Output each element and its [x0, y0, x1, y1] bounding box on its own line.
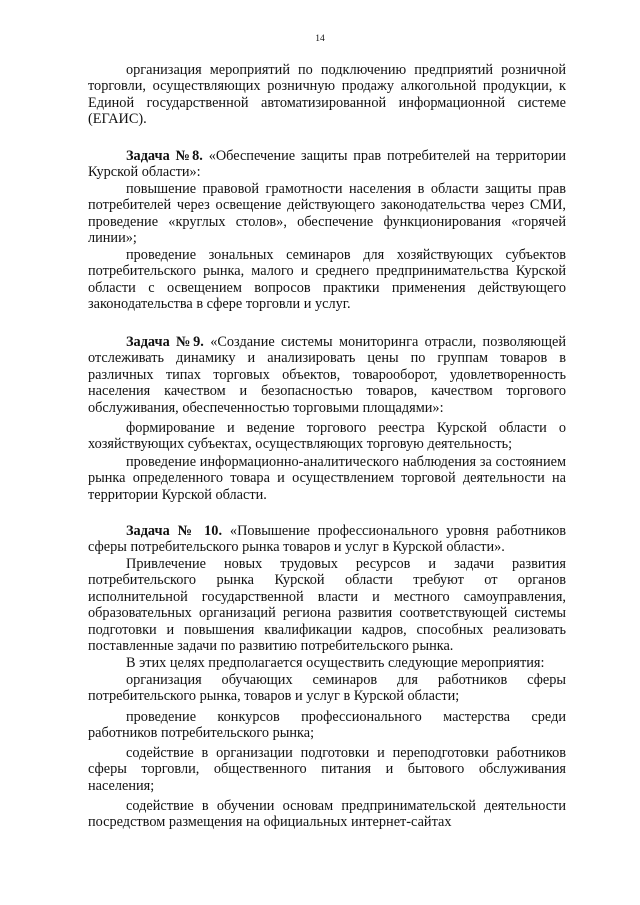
paragraph-retraining: содействие в организации подготовки и переподготовки работников сферы торговли, общественного питания и бытового обслуживания населения;	[88, 745, 566, 794]
paragraph-training-seminars: организация обучающих семинаров для работников сферы потребительского рынка, товаров и услуг в Курской области;	[88, 672, 566, 705]
paragraph-measures-intro: В этих целях предполагается осуществить следующие мероприятия:	[126, 655, 545, 671]
paragraph-skills-contests: проведение конкурсов профессионального мастерства среди работников потребительского рынка;	[88, 709, 566, 742]
paragraph-trade-register: формирование и ведение торгового реестра Курской области о хозяйствующих субъектах, осуществляющих торговую деятельность;	[88, 420, 566, 453]
page-number: 14	[315, 34, 325, 44]
paragraph-legal-literacy: повышение правовой грамотности населения в области защиты прав потребителей через освещение действующего законодательства через СМИ, проведение «круглых столов», обеспечение функционирования «горячей линии»;	[88, 181, 566, 247]
task-9-heading	[88, 334, 566, 416]
task-10-heading	[88, 523, 566, 556]
paragraph-entrepreneurship: содействие в обучении основам предпринимательской деятельности посредством размещения на официальных интернет-сайтах	[88, 798, 566, 831]
task-9-title: «Создание системы мониторинга отрасли, позволяющей отслеживать динамику и анализировать цены по группам товаров в различных типах торговых объектов, товарооборот, удовлетворенность населения качеством и безопасностью товаров, качеством торгового обслуживания, обеспеченностью торговыми площадями»:	[88, 334, 566, 416]
task-8-title: «Обеспечение защиты прав потребителей на территории Курской области»:	[88, 148, 567, 181]
paragraph-labor-resources: Привлечение новых трудовых ресурсов и задачи развития потребительского рынка Курской области требуют от органов исполнительной государственной власти и местного самоуправления, образовательных организаций региона развития соответствующей системы подготовки и повышения квалификации кадров, способных реализовать поставленные задачи по развитию потребительского рынка.	[88, 556, 566, 655]
task-10-label: Задача № 10.	[126, 523, 223, 539]
paragraph-zonal-seminars: проведение зональных семинаров для хозяйствующих субъектов потребительского рынка, малого и среднего предпринимательства Курской области с освещением вопросов практики применения действующего законодательства в сфере торговли и услуг.	[88, 247, 566, 313]
paragraph-egais: организация мероприятий по подключению предприятий розничной торговли, осуществляющих розничную продажу алкогольной продукции, к Единой государственной автоматизированной информационной системе (ЕГАИС).	[88, 62, 566, 128]
task-9-label: Задача №9.	[126, 334, 204, 350]
task-10-title: «Повышение профессионального уровня работников сферы потребительского рынка товаров и услуг в Курской области».	[88, 523, 566, 556]
paragraph-market-monitoring: проведение информационно-аналитического наблюдения за состоянием рынка определенного товара и осуществлением торговой деятельности на территории Курской области.	[88, 454, 566, 503]
task-8-label: Задача №8.	[126, 148, 203, 164]
task-8-heading	[88, 148, 566, 181]
